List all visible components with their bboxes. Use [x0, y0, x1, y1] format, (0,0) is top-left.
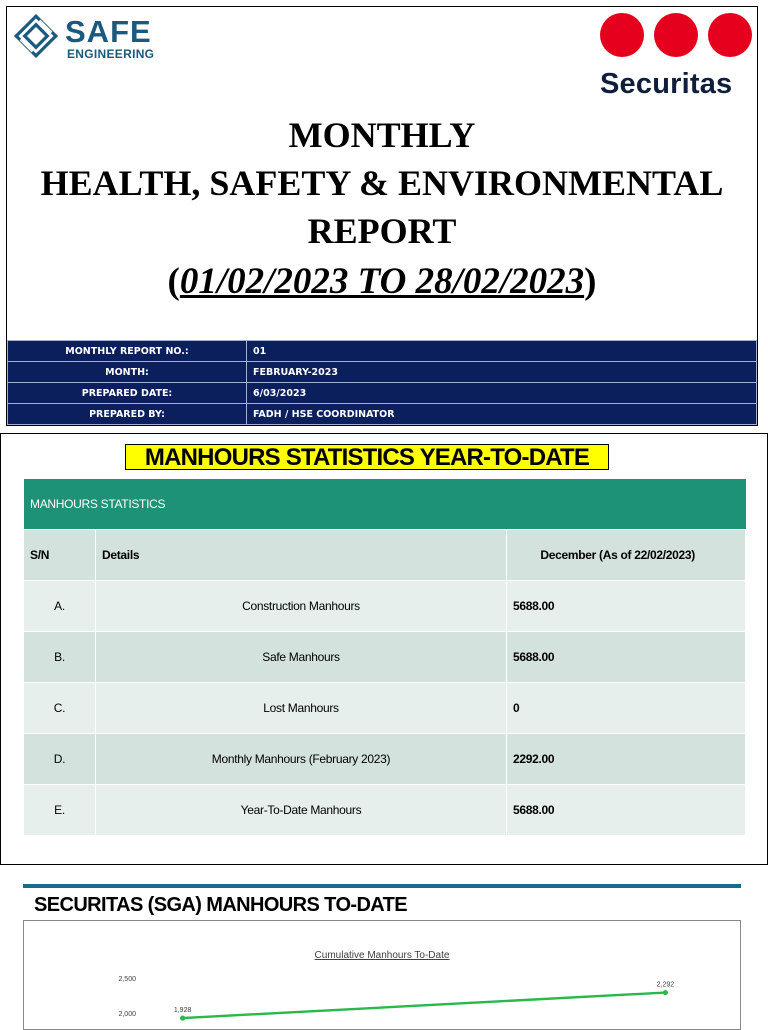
row-details: Monthly Manhours (February 2023): [96, 734, 507, 785]
safe-logo-word: SAFE: [65, 14, 152, 49]
row-value: 0: [507, 683, 746, 734]
safe-logo-subword: ENGINEERING: [67, 47, 155, 61]
chart-canvas: [24, 921, 740, 1029]
sga-section-title: SECURITAS (SGA) MANHOURS TO-DATE: [34, 894, 408, 916]
table-caption: MANHOURS STATISTICS: [24, 479, 746, 530]
row-value: 5688.00: [507, 632, 746, 683]
securitas-logo: [600, 13, 752, 103]
securitas-logo-word: Securitas: [600, 68, 733, 100]
row-value: 2292.00: [507, 734, 746, 785]
meta-row: [8, 404, 757, 425]
report-meta-table: [7, 340, 757, 425]
section-divider: [23, 884, 741, 888]
row-value: 5688.00: [507, 581, 746, 632]
row-sn: A.: [24, 581, 96, 632]
date-range-text: 01/02/2023 TO 28/02/2023: [179, 261, 585, 302]
securitas-dot: [708, 13, 752, 57]
meta-value: FEBRUARY-2023: [247, 362, 757, 383]
safe-diamond-icon: [13, 13, 59, 59]
table-row: [24, 734, 746, 785]
data-point: [180, 1015, 185, 1020]
y-tick-label: 2,000: [118, 1011, 136, 1018]
meta-label: PREPARED DATE:: [8, 383, 247, 404]
row-details: Safe Manhours: [96, 632, 507, 683]
y-tick-label: 2,500: [118, 976, 136, 983]
report-title: [7, 111, 757, 307]
manhours-chart: [23, 920, 741, 1030]
securitas-dot: [654, 13, 698, 57]
table-row: [24, 785, 746, 836]
meta-row: [8, 362, 757, 383]
table-header-row: [24, 530, 746, 581]
title-line-1: MONTHLY: [288, 115, 476, 155]
row-sn: E.: [24, 785, 96, 836]
row-sn: C.: [24, 683, 96, 734]
row-details: Year-To-Date Manhours: [96, 785, 507, 836]
row-sn: D.: [24, 734, 96, 785]
meta-label: MONTH:: [8, 362, 247, 383]
manhours-section: [0, 433, 768, 865]
header-sn: S/N: [24, 530, 96, 581]
row-details: Lost Manhours: [96, 683, 507, 734]
securitas-dot: [600, 13, 644, 57]
series-line: [183, 993, 666, 1018]
row-value: 5688.00: [507, 785, 746, 836]
safe-engineering-logo: [13, 13, 163, 63]
meta-value: FADH / HSE COORDINATOR: [247, 404, 757, 425]
data-point: [663, 990, 668, 995]
meta-row: [8, 383, 757, 404]
title-date-range: [7, 257, 757, 307]
securitas-dots-icon: [600, 13, 752, 57]
manhours-table: [24, 479, 746, 836]
meta-value: 6/03/2023: [247, 383, 757, 404]
title-line-2: HEALTH, SAFETY & ENVIRONMENTAL: [40, 163, 724, 203]
row-sn: B.: [24, 632, 96, 683]
close-paren: ): [584, 261, 597, 302]
meta-label: PREPARED BY:: [8, 404, 247, 425]
header-value: December (As of 22/02/2023): [507, 530, 746, 581]
title-line-3: REPORT: [307, 211, 457, 251]
data-label: 1,928: [173, 1007, 192, 1015]
header-details: Details: [96, 530, 507, 581]
chart-title: Cumulative Manhours To-Date: [314, 950, 450, 961]
manhours-section-title: MANHOURS STATISTICS YEAR-TO-DATE: [125, 444, 609, 470]
open-paren: (: [167, 261, 180, 302]
meta-value: 01: [247, 341, 757, 362]
meta-row: [8, 341, 757, 362]
table-row: [24, 632, 746, 683]
table-row: [24, 683, 746, 734]
meta-label: MONTHLY REPORT NO.:: [8, 341, 247, 362]
table-caption-row: [24, 479, 746, 530]
report-header: [6, 6, 758, 426]
table-row: [24, 581, 746, 632]
row-details: Construction Manhours: [96, 581, 507, 632]
data-label: 2,292: [656, 981, 675, 989]
